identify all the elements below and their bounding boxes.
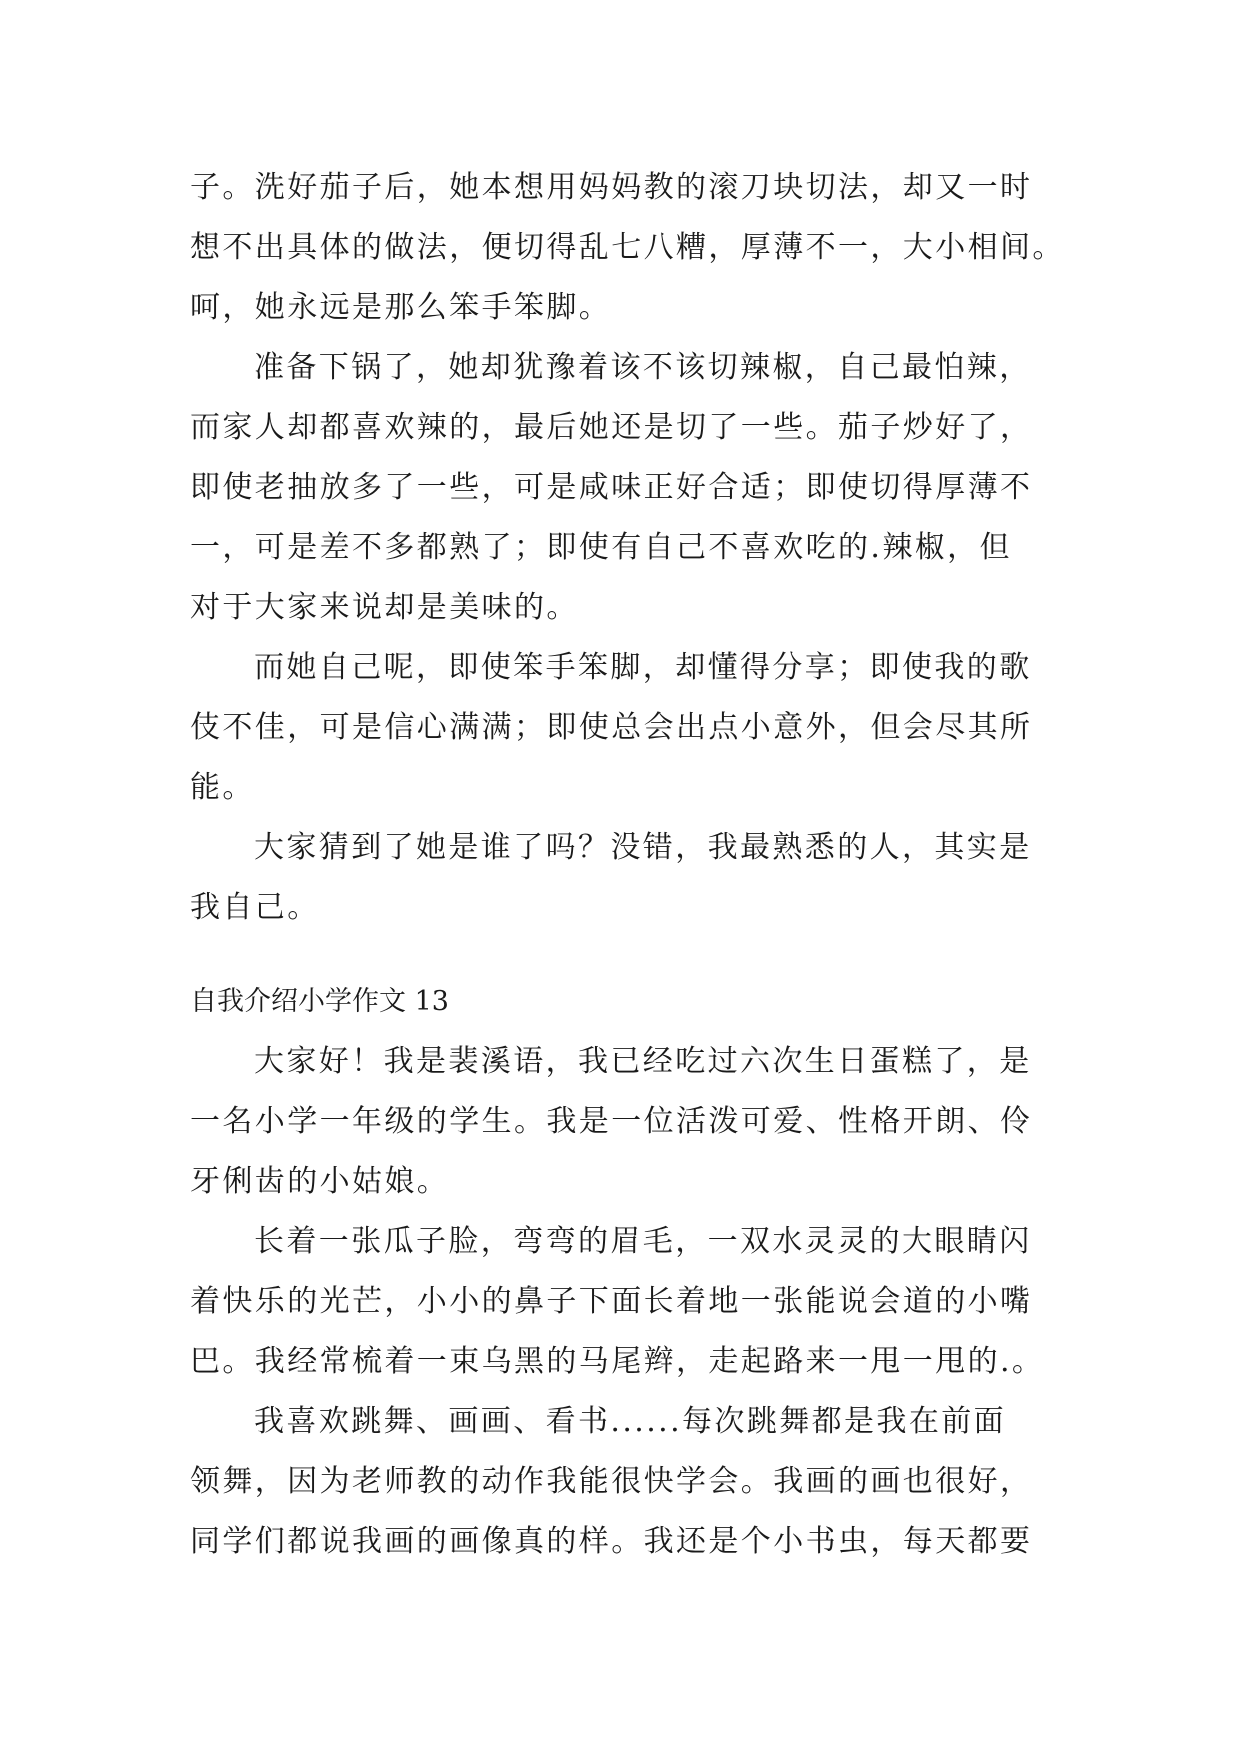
paragraph-line: 而家人却都喜欢辣的，最后她还是切了一些。茄子炒好了， xyxy=(190,410,1033,445)
paragraph-line: 长着一张瓜子脸，弯弯的眉毛，一双水灵灵的大眼睛闪 xyxy=(254,1224,1032,1259)
paragraph-line: 一，可是差不多都熟了；即使有自己不喜欢吃的.辣椒，但 xyxy=(190,530,1012,565)
paragraph-line: 我喜欢跳舞、画画、看书......每次跳舞都是我在前面 xyxy=(254,1404,1007,1439)
paragraph-line: 对于大家来说却是美味的。 xyxy=(190,590,579,625)
section-title: 自我介绍小学作文 13 xyxy=(190,986,449,1017)
paragraph-line: 着快乐的光芒，小小的鼻子下面长着地一张能说会道的小嘴 xyxy=(190,1284,1033,1319)
paragraph-line: 大家好！我是裴溪语，我已经吃过六次生日蛋糕了，是 xyxy=(254,1044,1032,1079)
paragraph-line: 即使老抽放多了一些，可是咸味正好合适；即使切得厚薄不 xyxy=(190,470,1033,505)
paragraph-line: 一名小学一年级的学生。我是一位活泼可爱、性格开朗、伶 xyxy=(190,1104,1033,1139)
paragraph-line: 子。洗好茄子后，她本想用妈妈教的滚刀块切法，却又一时 xyxy=(190,170,1033,205)
paragraph-line: 呵，她永远是那么笨手笨脚。 xyxy=(190,290,612,325)
paragraph-line: 巴。我经常梳着一束乌黑的马尾辫，走起路来一甩一甩的.。 xyxy=(190,1344,1045,1379)
paragraph-line: 大家猜到了她是谁了吗？没错，我最熟悉的人，其实是 xyxy=(254,830,1032,865)
paragraph-line: 而她自己呢，即使笨手笨脚，却懂得分享；即使我的歌 xyxy=(254,650,1032,685)
paragraph-line: 想不出具体的做法，便切得乱七八糟，厚薄不一，大小相间。 xyxy=(190,230,1065,265)
paragraph-line: 牙俐齿的小姑娘。 xyxy=(190,1164,450,1199)
paragraph-line: 能。 xyxy=(190,770,255,805)
paragraph-line: 伎不佳，可是信心满满；即使总会出点小意外，但会尽其所 xyxy=(190,710,1033,745)
paragraph-line: 同学们都说我画的画像真的样。我还是个小书虫，每天都要 xyxy=(190,1524,1033,1559)
paragraph-line: 准备下锅了，她却犹豫着该不该切辣椒，自己最怕辣， xyxy=(254,350,1032,385)
paragraph-line: 领舞，因为老师教的动作我能很快学会。我画的画也很好， xyxy=(190,1464,1033,1499)
paragraph-line: 我自己。 xyxy=(190,890,320,925)
